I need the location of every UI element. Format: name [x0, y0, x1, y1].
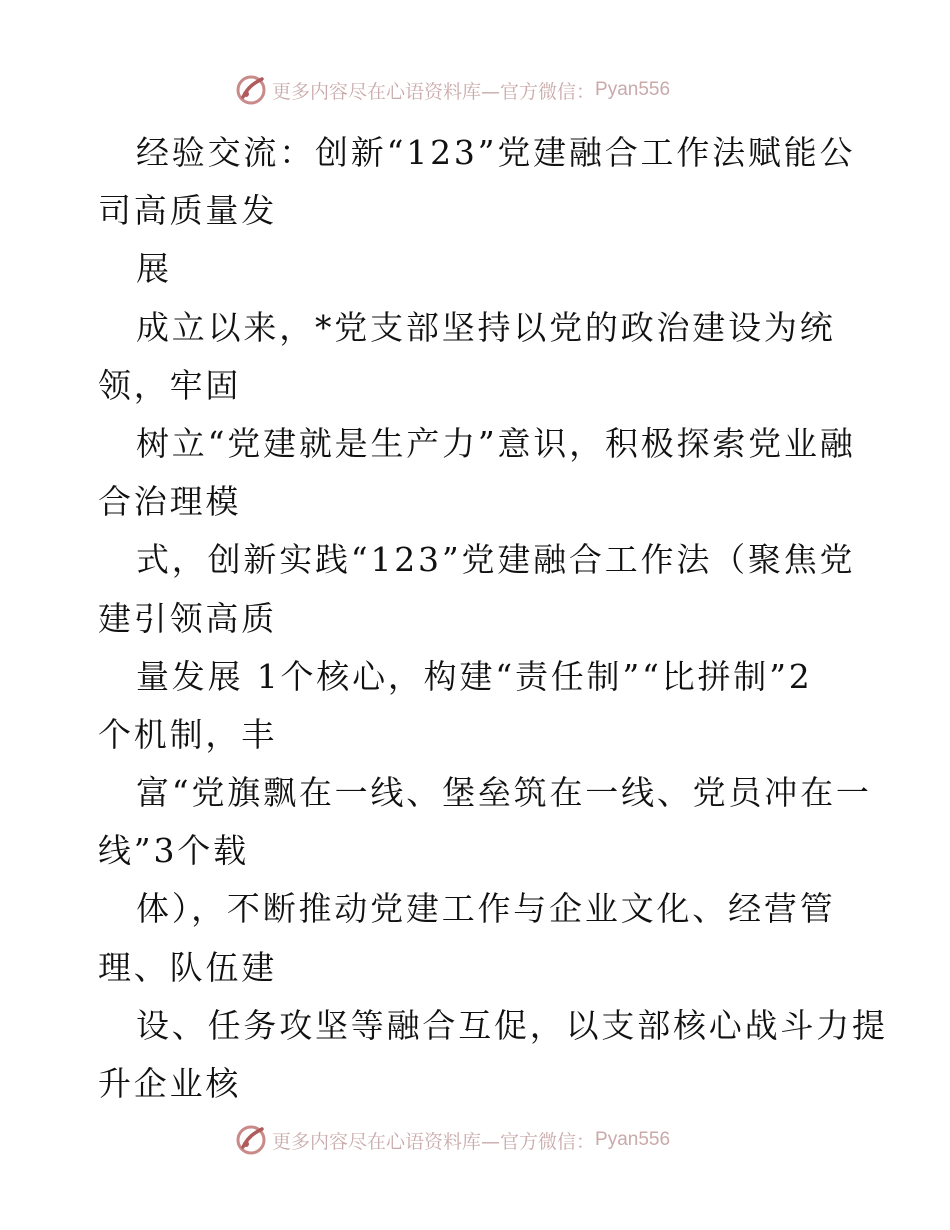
watermark-text: 更多内容尽在心语资料库—官方微信： — [272, 80, 596, 103]
text-line: 司高质量发 — [98, 191, 277, 231]
text-line: 式，创新实践“123”党建融合工作法（聚焦党 — [136, 540, 856, 580]
ink-brush-logo-icon — [234, 1123, 268, 1157]
text-line: 体），不断推动党建工作与企业文化、经营管 — [136, 889, 836, 929]
text-line: 升企业核 — [98, 1064, 242, 1103]
text-line: 成立以来，*党支部坚持以党的政治建设为统 — [136, 307, 836, 347]
header-watermark — [234, 72, 670, 108]
ink-brush-logo-icon — [234, 73, 268, 107]
text-line: 展 — [136, 249, 172, 289]
text-line: 经验交流：创新“123”党建融合工作法赋能公 — [136, 133, 856, 172]
text-line: 个机制，丰 — [98, 714, 277, 754]
watermark-text: 更多内容尽在心语资料库—官方微信： — [272, 1130, 596, 1153]
text-line: 富“党旗飘在一线、堡垒筑在一线、党员冲在一 — [136, 773, 872, 813]
text-line: 理、队伍建 — [98, 947, 277, 987]
text-line: 线”3个载 — [98, 831, 249, 871]
text-line: 树立“党建就是生产力”意识，积极探索党业融 — [136, 423, 856, 463]
watermark-wechat-id: Pyan556 — [595, 1129, 671, 1150]
text-line: 建引领高质 — [98, 598, 277, 638]
text-line: 设、任务攻坚等融合互促，以支部核心战斗力提 — [136, 1005, 888, 1045]
footer-watermark — [234, 1122, 670, 1158]
text-line: 合治理模 — [98, 482, 242, 522]
text-line: 领，牢固 — [98, 365, 242, 405]
document-body — [98, 124, 888, 1113]
watermark-wechat-id: Pyan556 — [595, 79, 671, 100]
text-line: 量发展 1个核心，构建“责任制”“比拼制”2 — [136, 656, 813, 696]
